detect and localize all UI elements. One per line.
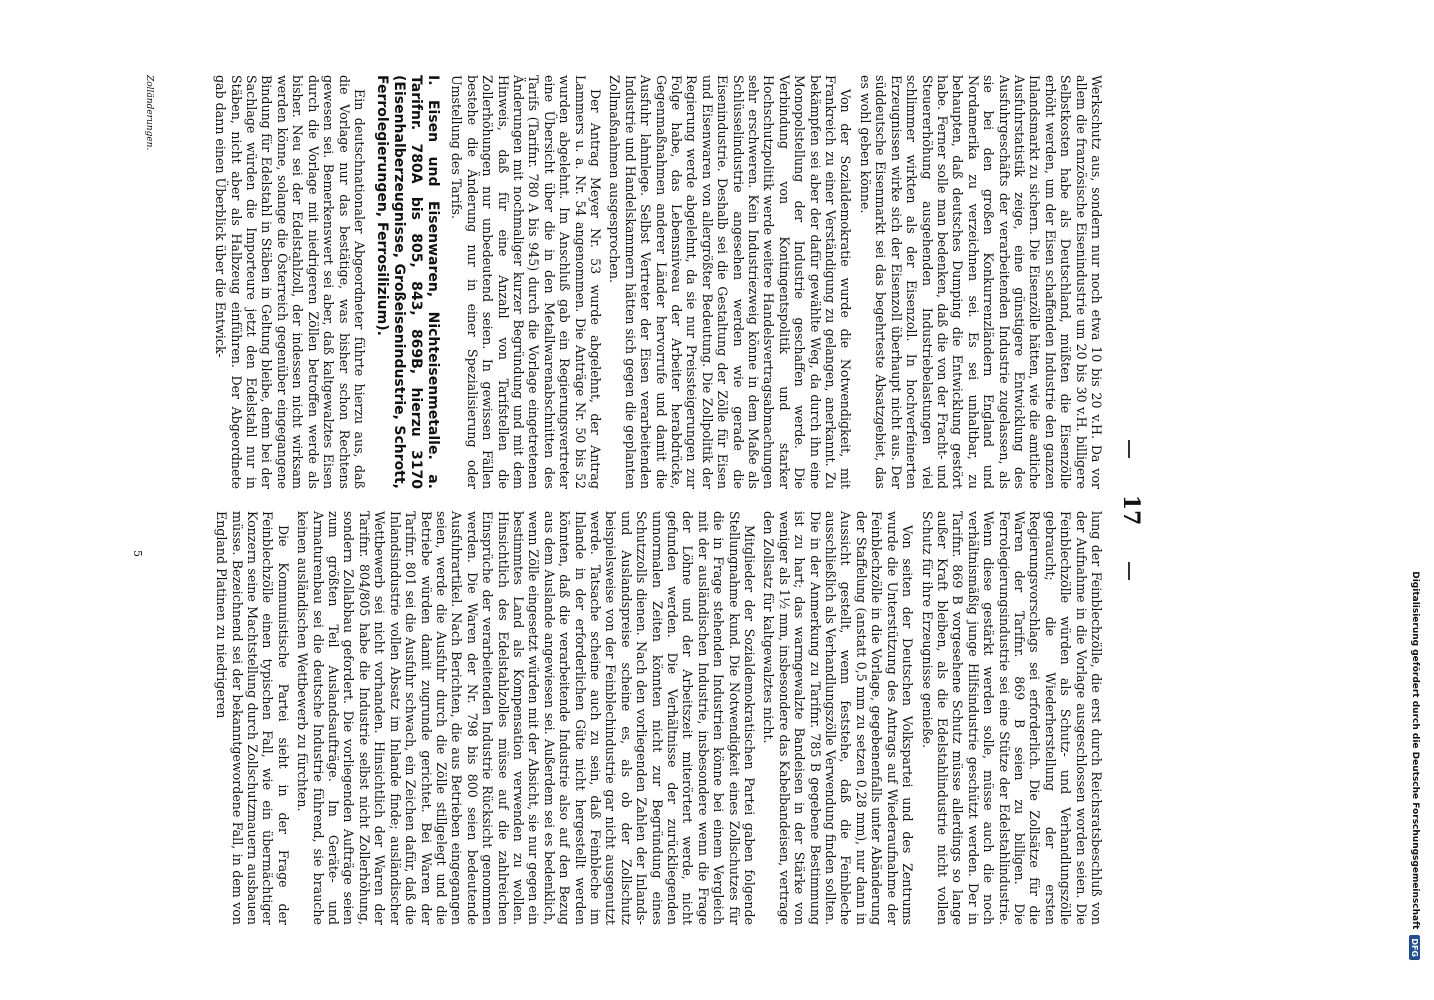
left-column	[209, 75, 1104, 489]
paragraph: Von seiten der Deutschen Volkspartei und des Zentrums wurde die Unterstützung des Antrags auf Wiederaufnahme der Feinblechzölle in die Vorlage, gegebenenfalls unter Abänderung der Staffelung (anstatt 0,5 mm zu setzen 0,28 mm), nur dann in Aussicht gestellt, wenn feststehe, daß die Feinbleche ausschließlich als Verhandlungszölle Verwendung finden sollten. Die in der Anmerkung zu Tarifnr. 785 B gegebene Bestimmung ist zu hart; das warmgewalzte Bandeisen in der Stärke von weniger als 1½ mm, insbesondere das Kabelbandeisen, vertrage den Zollsatz für kaltgewalztes nicht.	[761, 511, 916, 925]
dfg-credit-text: Digitalisierung gefördert durch die Deutsche Forschungsgemeinschaft	[1410, 571, 1420, 930]
footnote: Zolländerungen.	[144, 75, 154, 151]
paragraph: Ein deutschnationaler Abgeordneter führte hierzu aus, daß die Vorlage nur das bestätige, was bisher schon Rechtens gewesen sei. Bemerkenswert sei aber, daß kaltgewalztes Eisen durch die Vorlage mit niedrigeren Zöllen betroffen werde als bisher. Neu sei der Edelstahlzoll, der indessen nicht wirksam werden könne, solange die Österreich gegenüber eingegangene Bindung für Edelstahl in Stäben in Geltung bleibe, denn bei der Sachlage würden die Importeure jetzt den Edelstahl nur in Stäben, nicht aber als Halbzeug einführen. Der Abgeordnete gab dann einen Überblick über die Entwick-	[213, 75, 367, 489]
page-number: 17	[1118, 494, 1144, 526]
footer-page-number: 5	[131, 550, 144, 557]
paragraph: lung der Feinblechzölle, die erst durch Reichsratsbeschluß von der Aufnahme in die Vorlage ausgeschlossen worden seien. Die Feinblechzölle würden als Schutz- und Verhandlungszölle gebraucht; die Wiederherstellung der ersten Regierungsvorschlags sei erforderlich. Die Zollsätze für die Waren der Tarifnr. 869 B seien zu billigen. Die Ferrolegierungsindustrie sei eine Stütze der Edelstahlindustrie. Wenn diese gestärkt werden solle, müsse auch die noch verhältnismäßig junge Hilfsindustrie geschützt werden. Der in Tarifnr. 869 B vorgesehene Schutz müsse allerdings so lange außer Kraft bleiben, als die Edelstahlindustrie nicht vollen Schutz für ihre Erzeugnisse genieße.	[919, 511, 1104, 925]
page-header	[1104, 0, 1144, 1000]
header-dash-left	[1128, 440, 1130, 458]
paragraph: Die Kommunistische Partei sieht in der Frage der Feinblechzölle einen typischen Fall, wie ein übermächtiger Konzern seine Machtstellung durch Zollschutzmauern ausbauen müsse. Bezeichnend sei der bekanntgewordene Fall, in dem von England Platinen zu niedrigeren	[214, 511, 291, 925]
section-heading: I. Eisen und Eisenwaren, Nichteisenmetalle. a. Tarifnr. 780A bis 805, 843, 869B, hierzu 3170 (Eisenhalberzeugnisse, Großeisenindustrie, Schrott, Ferrolegierungen, Ferrosilizium).	[373, 75, 441, 489]
text-columns	[209, 75, 1104, 925]
dfg-logo: DFG	[1410, 935, 1421, 960]
paragraph: Mitglieder der Sozialdemokratischen Partei gaben folgende Stellungnahme kund. Die Notwendigkeit eines Zollschutzes für die in Frage stehenden Industrien könne bei einem Vergleich mit der ausländischen Industrie, insbesondere wenn die Frage der Löhne und der Arbeitszeit miterörtert werde, nicht gefunden werden. Die Verhältnisse der zurückliegenden unnormalen Zeiten könnten nicht zur Begründung eines Schutzzolls dienen. Nach den vorliegenden Zahlen der Inlands- und Auslandspreise scheine es, als ob der Zollschutz beispielsweise von der Feinblechindustrie gar nicht ausgenutzt werde. Tatsache scheine auch zu sein, daß Feinbleche im Inlande in der erforderlichen Güte nicht hergestellt werden könnten, daß die verarbeitende Industrie also auf den Bezug aus dem Auslande angewiesen sei. Außerdem sei es bedenklich, wenn Zölle eingesetzt würden mit der Absicht, sie nur gegen ein bestimmtes Land als Kompensation verwenden zu wollen. Hinsichtlich des Edelstahlzolles müsse auf die zahlreichen Einsprüche der verarbeitenden Industrie Rücksicht genommen werden. Die Waren der Nr. 798 bis 800 seien bedeutende Ausfuhrartikel. Nach Berichten, die aus Betrieben eingegangen seien, werde die Ausfuhr durch die Zölle stillgelegt und die Betriebe würden damit zugrunde gerichtet. Bei Waren der Tarifnr. 801 sei die Ausfuhr schwach, ein Zeichen dafür, daß die Inlandsindustrie vollen Absatz im Inlande finde; ausländischer Wettbewerb sei nicht vorhanden. Hinsichtlich der Waren der Tarifnr. 804/805 habe die Industrie selbst nicht Zollerhöhung, sondern Zollabbau gefordert. Die vorliegenden Aufträge seien zum größten Teil Auslandsaufträge. Im Geräte- und Armaturenbau sei die deutsche Industrie führend, sie brauche keinen ausländischen Wettbewerb zu fürchten.	[295, 511, 758, 926]
paragraph: Werkschutz aus, sondern nur noch etwa 10 bis 20 v.H. Da vor allem die französische Eisenindustrie um 20 bis 30 v.H. billigere Selbstkosten habe als Deutschland, müßten die Eisenzölle erhöht werden, um der Eisen schaffenden Industrie den ganzen Inlandsmarkt zu sichern. Die Eisenzölle hätten, wie die amtliche Ausfuhrstatistik zeige, eine günstigere Entwicklung des Ausfuhrgeschäfts der verarbeitenden Industrie zugelassen, als sie bei den großen Konkurrenzländern England und Nordamerika zu verzeichnen sei. Es sei unhaltbar, zu behaupten, daß deutsches Dumping die Entwicklung gestört habe. Ferner solle man bedenken, daß die von der Fracht- und Steuererhöhung ausgehenden Industriebelastungen viel schlimmer wirkten als der Eisenzoll. In hochverfeinerten Erzeugnissen wirke sich der Eisenzoll überhaupt nicht aus. Der süddeutsche Eisenmarkt sei das begehrteste Absatzgebiet, das es wohl geben könne.	[857, 75, 1104, 489]
header-dash-right	[1128, 562, 1130, 580]
digitization-credit	[1404, 40, 1426, 960]
paragraph: Von der Sozialdemokratie wurde die Notwendigkeit, mit Frankreich zu einer Verständigung zu gelangen, anerkannt. Zu bekämpfen sei aber der dafür gewählte Weg, da durch ihn eine Monopolstellung der Industrie geschaffen werde. Die Verbindung von Kontingentspolitik und starker Hochschutzpolitik werde weitere Handelsvertragsabmachungen sehr erschweren. Kein Industriezweig könne in dem Maße als Schlüsselindustrie angesehen werden wie gerade die Eisenindustrie. Deshalb sei die Gestaltung der Zölle für Eisen und Eisenwaren von allergrößter Bedeutung. Die Zollpolitik der Regierung werde abgelehnt, da sie nur Preissteigerungen zur Folge habe, das Lebensniveau der Arbeiter herabdrücke, Gegenmaßnahmen anderer Länder hervorrufe und damit die Ausfuhr lahmlege. Selbst Vertreter der Eisen verarbeitenden Industrie und Handelskammern hätten sich gegen die geplanten Zollmaßnahmen ausgesprochen.	[607, 75, 854, 489]
paragraph: Der Antrag Meyer Nr. 53 wurde abgelehnt, der Antrag Lammers u. a. Nr. 54 angenommen. Die Anträge Nr. 50 bis 52 wurden abgelehnt. Im Anschluß gab ein Regierungsvertreter eine Übersicht über die in den Metallwarenabschnitten des Tarifs (Tarifnr. 780 A bis 945) durch die Vorlage eingetretenen Änderungen mit nochmaliger kurzer Begründung und mit dem Hinweis, daß für eine Anzahl von Tarifstellen die Zollerhöhungen nur unbedeutend seien. In gewissen Fällen bestehe die Änderung nur in einer Spezialisierung oder Umstellung des Tarifs.	[449, 75, 603, 489]
right-column	[209, 511, 1104, 925]
